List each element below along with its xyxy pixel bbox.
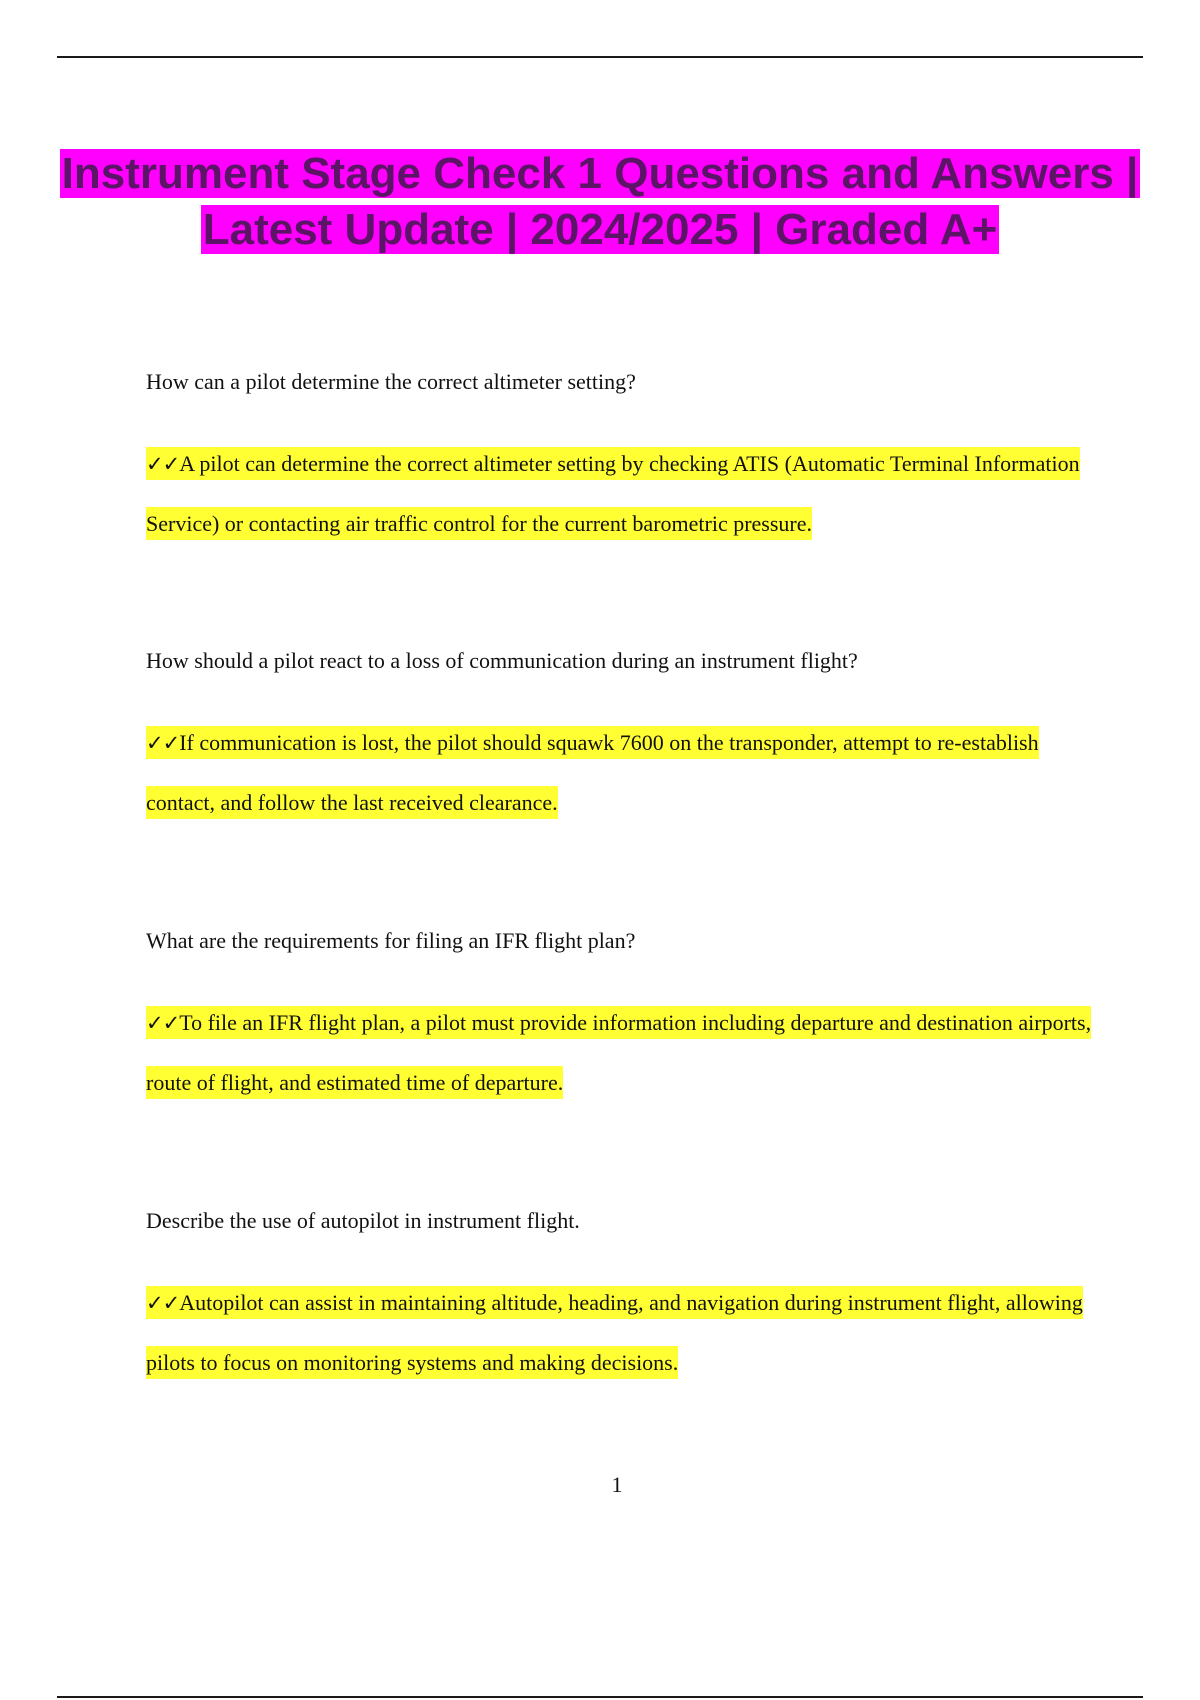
checkmark-icon: ✓✓ xyxy=(146,1291,180,1315)
answer-block xyxy=(146,434,1096,554)
title-text: Instrument Stage Check 1 Questions and Answers | Latest Update | 2024/2025 | Graded A+ xyxy=(61,149,1139,254)
answer-block xyxy=(146,713,1096,833)
answer-block xyxy=(146,1273,1096,1393)
question-text: How can a pilot determine the correct altimeter setting? xyxy=(146,369,636,394)
qa-item-1 xyxy=(146,368,1096,554)
header-rule xyxy=(57,56,1143,58)
answer-text: If communication is lost, the pilot should squawk 7600 on the transponder, attempt to re-establish contact, and follow the last received clearance. xyxy=(146,730,1039,815)
qa-item-2 xyxy=(146,647,1096,833)
question-text: How should a pilot react to a loss of communication during an instrument flight? xyxy=(146,648,858,673)
qa-item-4 xyxy=(146,1207,1096,1393)
footer-rule xyxy=(57,1696,1143,1698)
answer-text: Autopilot can assist in maintaining altitude, heading, and navigation during instrument flight, allowing pilots to focus on monitoring systems and making decisions. xyxy=(146,1290,1083,1375)
page-number: 1 xyxy=(611,1472,623,1497)
answer-text: A pilot can determine the correct altimeter setting by checking ATIS (Automatic Terminal Information Service) or contacting air traffic control for the current barometric pressure. xyxy=(146,451,1080,536)
answer-text: To file an IFR flight plan, a pilot must provide information including departure and destination airports, route of flight, and estimated time of departure. xyxy=(146,1010,1092,1095)
checkmark-icon: ✓✓ xyxy=(146,1011,180,1035)
answer-block xyxy=(146,993,1096,1113)
document-title xyxy=(0,146,1200,258)
checkmark-icon: ✓✓ xyxy=(146,452,180,476)
qa-item-3 xyxy=(146,927,1096,1113)
question-text: What are the requirements for filing an IFR flight plan? xyxy=(146,928,636,953)
question-text: Describe the use of autopilot in instrument flight. xyxy=(146,1208,580,1233)
checkmark-icon: ✓✓ xyxy=(146,731,180,755)
